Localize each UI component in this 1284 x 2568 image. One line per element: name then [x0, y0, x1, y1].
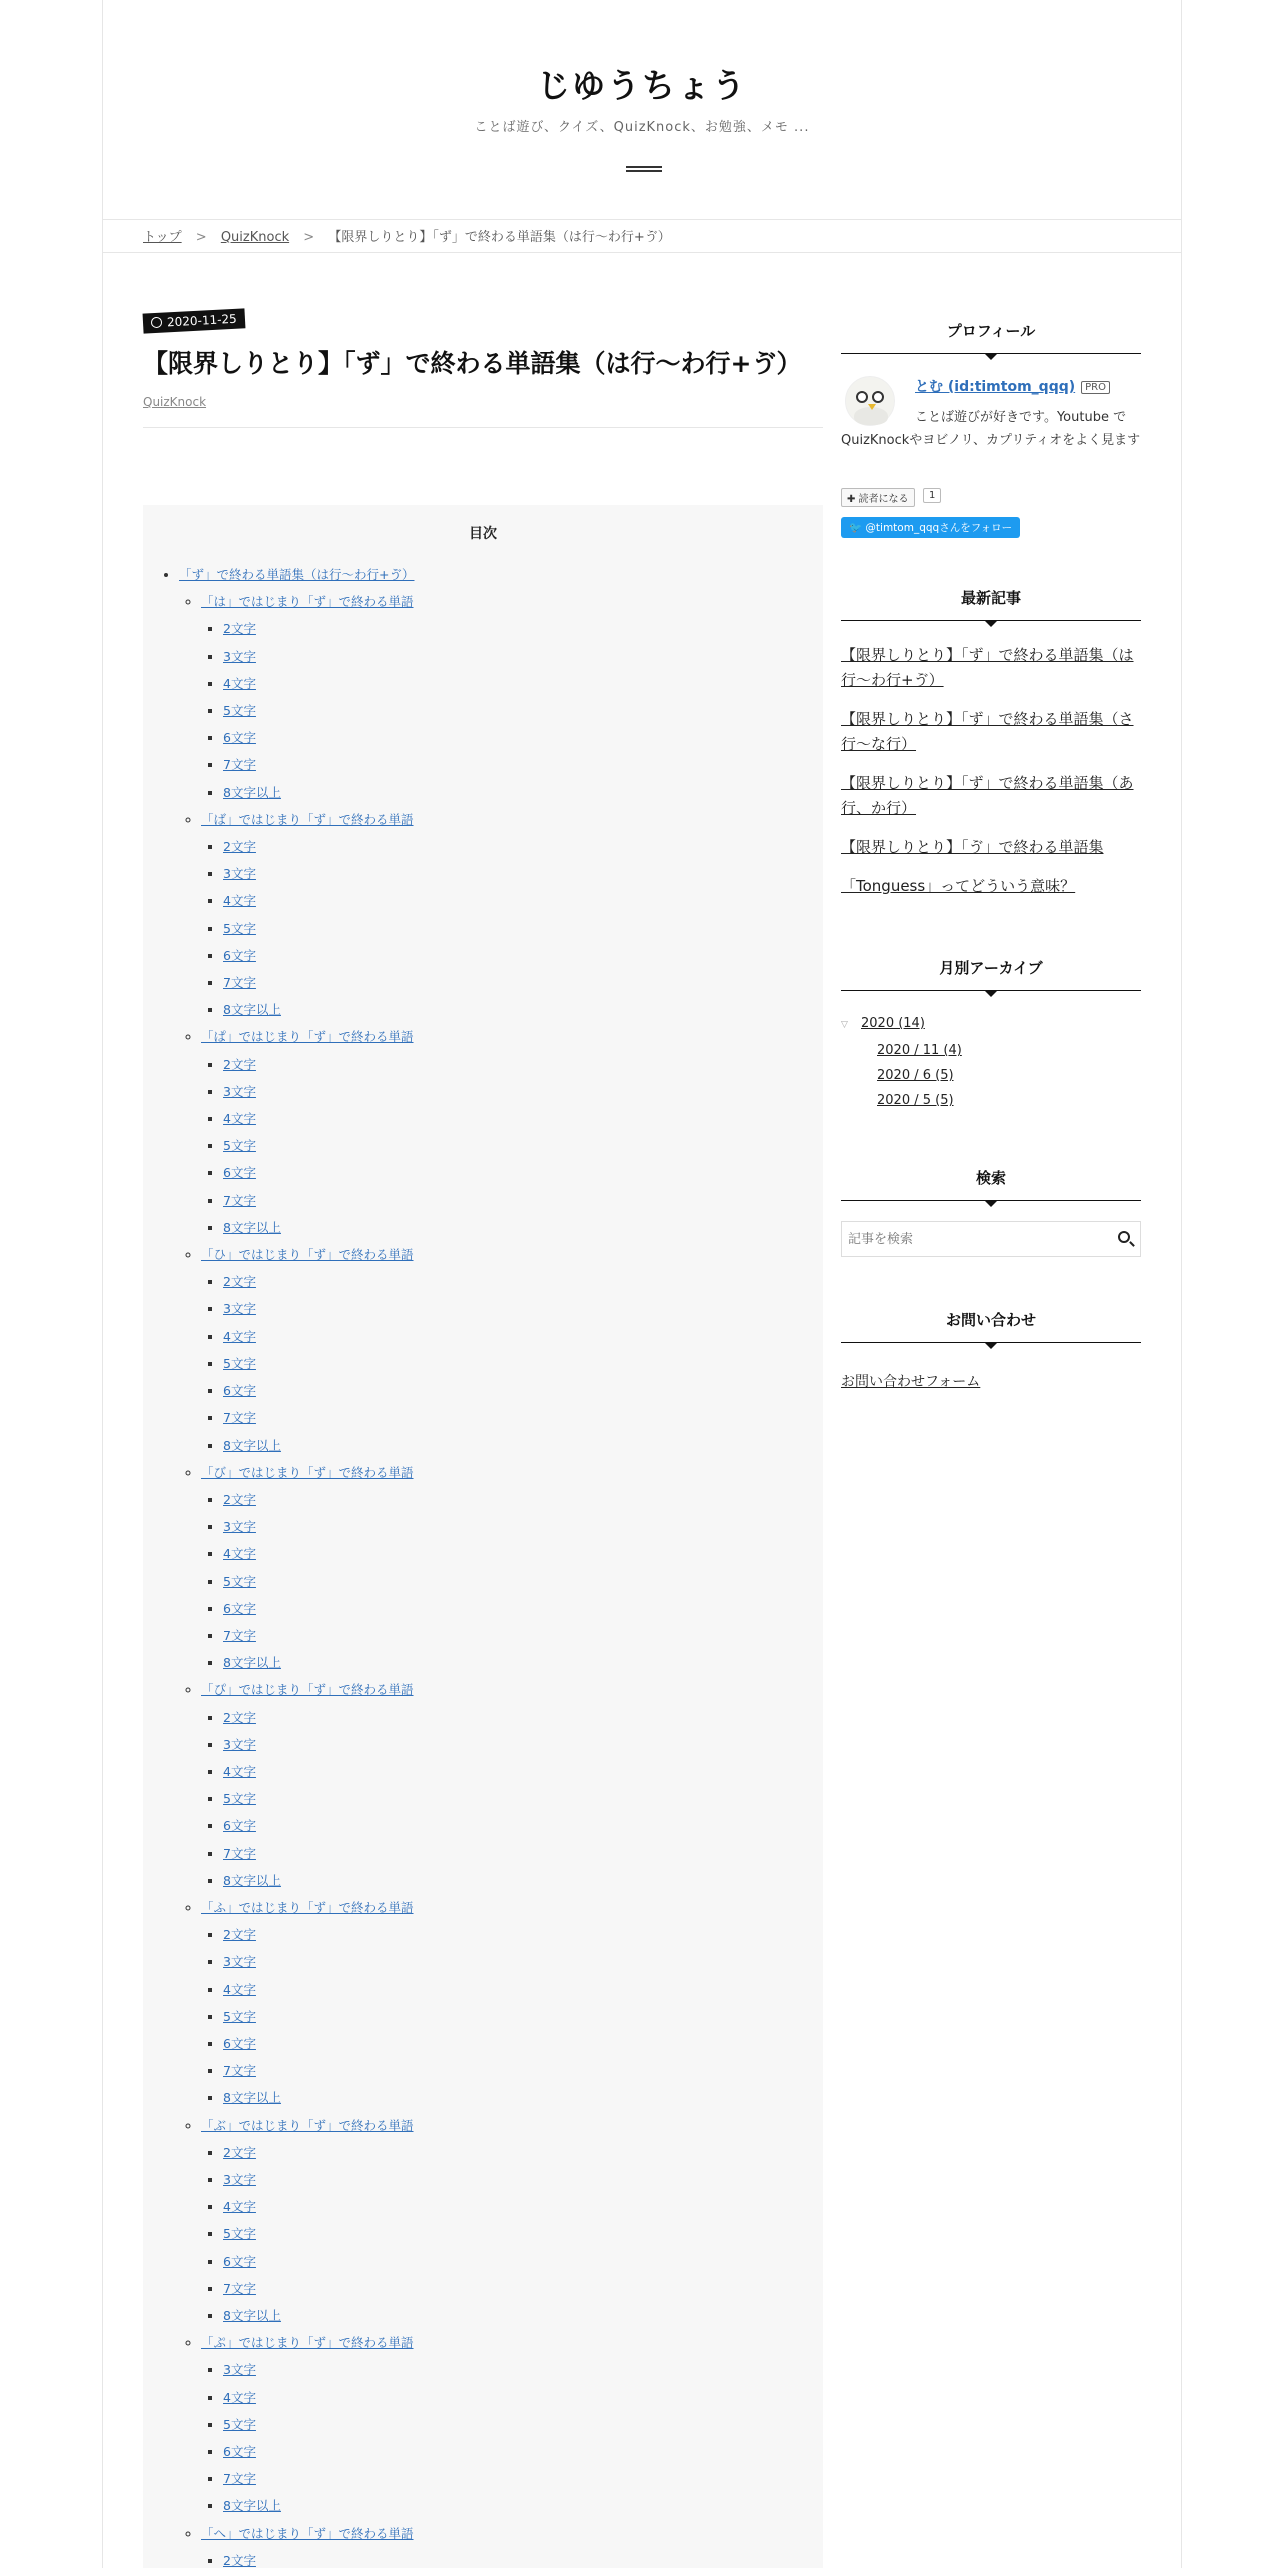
toc-subsection-item	[223, 1214, 823, 1241]
toc-subsection-link[interactable]: 6文字	[223, 2253, 256, 2269]
toc-subsection-link[interactable]: 4文字	[223, 1546, 256, 1562]
toc-section-item	[201, 2112, 823, 2330]
toc-subsection-link[interactable]: 8文字以上	[223, 1872, 281, 1888]
archive-year-row	[841, 1011, 1141, 1038]
toc-subsection-item	[223, 860, 823, 887]
toc-subsection-item	[223, 1187, 823, 1214]
entry-category	[143, 395, 823, 409]
toc-list	[179, 561, 823, 2568]
toc-subsection-link[interactable]: 8文字以上	[223, 784, 281, 800]
toc-subsection-link[interactable]: 2文字	[223, 839, 256, 855]
toc-subsection-item	[223, 724, 823, 751]
toc-subsection-item	[223, 1513, 823, 1540]
toc-section-link[interactable]: 「ふ」ではじまり「ず」で終わる単語	[201, 1899, 414, 1915]
archive-month-link[interactable]: 2020 / 6 (5)	[877, 1068, 954, 1083]
toc-subsection-item	[223, 1758, 823, 1785]
profile-name	[915, 376, 1110, 396]
toc-subsection-item	[223, 1622, 823, 1649]
toc-subsection-list	[223, 1051, 823, 1241]
breadcrumb-divider-top	[103, 219, 1181, 220]
toc-subsection-item	[223, 2492, 823, 2519]
toc-subsection-item	[223, 887, 823, 914]
toc-subsection-item	[223, 1649, 823, 1676]
breadcrumb-current: 【限界しりとり】「ず」で終わる単語集（は行〜わ行+ゔ）	[328, 230, 671, 245]
site-title[interactable]: じゆうちょう	[537, 66, 747, 105]
toc-subsection-item	[223, 833, 823, 860]
search-title: 検索	[841, 1167, 1141, 1201]
toc-subsection-link[interactable]: 4文字	[223, 1328, 256, 1344]
toc-subsection-item	[223, 2275, 823, 2302]
toc-subsection-link[interactable]: 6文字	[223, 2444, 256, 2460]
contact-widget	[841, 1309, 1141, 1391]
toc-subsection-link[interactable]: 4文字	[223, 1981, 256, 1997]
toc-subsection-link[interactable]: 6文字	[223, 1165, 256, 1181]
content-frame	[102, 0, 1182, 2568]
toc-subsection-link[interactable]: 4文字	[223, 1763, 256, 1779]
toc-subsection-link[interactable]: 3文字	[223, 1736, 256, 1752]
search-icon[interactable]	[1118, 1231, 1130, 1243]
profile-title: プロフィール	[841, 320, 1141, 354]
search-input[interactable]	[842, 1222, 1092, 1256]
toc-section-item	[201, 1676, 823, 1894]
toc-subsection-item	[223, 2302, 823, 2329]
recent-posts-title: 最新記事	[841, 587, 1141, 621]
toc-subsection-link[interactable]: 8文字以上	[223, 1002, 281, 1018]
toc-subsection-list	[223, 1486, 823, 1676]
recent-post-link[interactable]: 【限界しりとり】「ゔ」で終わる単語集	[841, 838, 1104, 856]
toc-subsection-link[interactable]: 7文字	[223, 1627, 256, 1643]
toc-subsection-link[interactable]: 2文字	[223, 621, 256, 637]
toc-subsection-item	[223, 1432, 823, 1459]
toc-subsection-link[interactable]: 3文字	[223, 1083, 256, 1099]
toc-subsection-item	[223, 2193, 823, 2220]
toc-subsection-link[interactable]: 3文字	[223, 1954, 256, 1970]
toc-subsection-item	[223, 1268, 823, 1295]
pro-badge: PRO	[1081, 381, 1110, 394]
archive-title: 月別アーカイブ	[841, 957, 1141, 991]
toc-subsection-item	[223, 1132, 823, 1159]
toc-subsection-item	[223, 942, 823, 969]
toc-section-link[interactable]: 「ぴ」ではじまり「ず」で終わる単語	[201, 1682, 414, 1698]
twitter-bird-icon: 🐦	[849, 522, 866, 534]
toc-subsection-item	[223, 915, 823, 942]
toc-subsection-link[interactable]: 8文字以上	[223, 1437, 281, 1453]
expand-triangle-icon[interactable]: ▽	[841, 1020, 848, 1030]
toc-subsection-item	[223, 2248, 823, 2275]
toc-subsection-link[interactable]: 3文字	[223, 2171, 256, 2187]
profile-description: ことば遊びが好きです。Youtube でQuizKnockやヨビノリ、カプリティオをよく見ます	[841, 410, 1141, 448]
toc-subsection-list	[223, 2356, 823, 2519]
toc-subsection-item	[223, 670, 823, 697]
toc-subsection-item	[223, 1595, 823, 1622]
toc-root-item	[179, 561, 823, 2568]
toc-subsection-item	[223, 996, 823, 1023]
toc-section-item	[201, 1241, 823, 1459]
breadcrumb-category[interactable]: QuizKnock	[220, 230, 290, 245]
toc-subsection-link[interactable]: 7文字	[223, 2280, 256, 2296]
toc-subsection-link[interactable]: 7文字	[223, 2063, 256, 2079]
entry-title[interactable]: 【限界しりとり】「ず」で終わる単語集（は行〜わ行+ゔ）	[143, 349, 802, 378]
twitter-follow-label: @timtom_qqqさんをフォロー	[865, 522, 1013, 534]
toc-subsection-link[interactable]: 2文字	[223, 2144, 256, 2160]
toc-subsection-item	[223, 643, 823, 670]
recent-posts-widget	[841, 587, 1141, 913]
toc-subsection-item	[223, 2438, 823, 2465]
entry-divider	[143, 427, 823, 428]
toc-section-item	[201, 806, 823, 1024]
toc-subsection-link[interactable]: 7文字	[223, 2471, 256, 2487]
archive-year-link[interactable]: 2020 (14)	[861, 1016, 925, 1031]
toc-subsection-item	[223, 2139, 823, 2166]
archive-month-row	[841, 1038, 1141, 1063]
toc-subsection-link[interactable]: 2文字	[223, 1927, 256, 1943]
toc-subsection-item	[223, 2030, 823, 2057]
toc-subsection-item	[223, 2356, 823, 2383]
toc-subsection-item	[223, 2166, 823, 2193]
archive-month-row	[841, 1088, 1141, 1113]
toc-subsection-list	[223, 2547, 823, 2568]
toc-section-link[interactable]: 「ば」ではじまり「ず」で終わる単語	[201, 811, 414, 827]
toc-subsection-item	[223, 1731, 823, 1758]
breadcrumb-separator: >	[303, 230, 315, 245]
toc-subsection-link[interactable]: 6文字	[223, 2035, 256, 2051]
toc-subsection-link[interactable]: 6文字	[223, 947, 256, 963]
toc-subsection-link[interactable]: 3文字	[223, 648, 256, 664]
toc-subsection-item	[223, 1568, 823, 1595]
recent-post-link[interactable]: 【限界しりとり】「ず」で終わる単語集（さ行〜な行）	[841, 710, 1134, 753]
twitter-follow-button[interactable]	[841, 517, 1020, 538]
toc-subsection-link[interactable]: 5文字	[223, 2226, 256, 2242]
site-description: ことば遊び、クイズ、QuizKnock、お勉強、メモ ...	[474, 120, 810, 135]
archive-list	[841, 1011, 1141, 1113]
toc-subsection-link[interactable]: 5文字	[223, 1573, 256, 1589]
avatar-eye	[872, 391, 884, 403]
toc-subsection-item	[223, 1867, 823, 1894]
toc-subsection-link[interactable]: 5文字	[223, 1138, 256, 1154]
toc-subsection-link[interactable]: 7文字	[223, 975, 256, 991]
toc-subsection-link[interactable]: 6文字	[223, 730, 256, 746]
toc-subsection-link[interactable]: 3文字	[223, 1519, 256, 1535]
toc-section-link[interactable]: 「ひ」ではじまり「ず」で終わる単語	[201, 1247, 414, 1263]
toc-subsection-item	[223, 1159, 823, 1186]
toc-subsection-link[interactable]: 4文字	[223, 675, 256, 691]
toc-subsection-item	[223, 2547, 823, 2568]
toc-subsection-list	[223, 1704, 823, 1894]
toc-subsection-item	[223, 1105, 823, 1132]
toc-subsection-link[interactable]: 6文字	[223, 1383, 256, 1399]
toc-subsection-link[interactable]: 5文字	[223, 2008, 256, 2024]
toc-section-link[interactable]: 「ぱ」ではじまり「ず」で終わる単語	[201, 1029, 414, 1045]
table-of-contents	[143, 505, 823, 2568]
toc-subsection-item	[223, 1948, 823, 1975]
entry-date-text: 2020-11-25	[166, 311, 238, 330]
toc-link[interactable]: 「ず」で終わる単語集（は行〜わ行+ゔ）	[179, 567, 415, 582]
toc-subsection-item	[223, 2084, 823, 2111]
toc-subsection-item	[223, 2384, 823, 2411]
toc-subsection-list	[223, 1921, 823, 2111]
toc-subsection-item	[223, 2003, 823, 2030]
toc-subsection-link[interactable]: 7文字	[223, 757, 256, 773]
toc-subsection-link[interactable]: 2文字	[223, 1056, 256, 1072]
toc-subsection-item	[223, 1295, 823, 1322]
toc-section-item	[201, 2329, 823, 2519]
toc-subsection-list	[223, 833, 823, 1023]
contact-title: お問い合わせ	[841, 1309, 1141, 1343]
toc-subsection-link[interactable]: 3文字	[223, 866, 256, 882]
archive-month-link[interactable]: 2020 / 5 (5)	[877, 1093, 954, 1108]
toc-subsection-link[interactable]: 2文字	[223, 1709, 256, 1725]
toc-subsection-link[interactable]: 8文字以上	[223, 2308, 281, 2323]
toc-subsection-item	[223, 1812, 823, 1839]
toc-subsection-item	[223, 779, 823, 806]
contact-form-link[interactable]: お問い合わせフォーム	[841, 1374, 981, 1390]
profile-name-link[interactable]: とむ (id:timtom_qqq)	[915, 379, 1076, 395]
archive-month-link[interactable]: 2020 / 11 (4)	[877, 1043, 962, 1058]
subscribe-button[interactable]: ✚ 読者になる	[841, 488, 915, 507]
search-widget	[841, 1167, 1141, 1257]
recent-post-link[interactable]: 【限界しりとり】「ず」で終わる単語集（あ行、か行）	[841, 774, 1134, 817]
toc-section-item	[201, 1459, 823, 1677]
toc-subsection-link[interactable]: 6文字	[223, 1818, 256, 1834]
toc-subsection-item	[223, 615, 823, 642]
toc-subsection-link[interactable]: 5文字	[223, 1791, 256, 1807]
toc-subsection-list	[223, 615, 823, 805]
toc-subsection-link[interactable]: 4文字	[223, 2389, 256, 2405]
toc-section-link[interactable]: 「は」ではじまり「ず」で終わる単語	[201, 594, 414, 610]
toc-subsection-item	[223, 697, 823, 724]
toc-subsection-item	[223, 2057, 823, 2084]
toc-subsection-item	[223, 2411, 823, 2438]
breadcrumb-divider-bottom	[103, 252, 1181, 253]
toc-subsection-link[interactable]: 5文字	[223, 2416, 256, 2432]
toc-section-item	[201, 1894, 823, 2112]
entry-category-link[interactable]: QuizKnock	[143, 395, 207, 409]
toc-subsection-link[interactable]: 5文字	[223, 920, 256, 936]
toc-subsection-item	[223, 2465, 823, 2492]
toc-subsection-link[interactable]: 7文字	[223, 1192, 256, 1208]
toc-subsection-link[interactable]: 2文字	[223, 1274, 256, 1290]
toc-subsection-item	[223, 1350, 823, 1377]
recent-post-link[interactable]: 「Tonguess」ってどういう意味？	[841, 877, 1076, 895]
profile-widget	[841, 320, 1141, 534]
toc-subsection-link[interactable]: 5文字	[223, 703, 256, 719]
toc-section-link[interactable]: 「へ」ではじまり「ず」で終わる単語	[201, 2525, 414, 2541]
toc-subsection-link[interactable]: 3文字	[223, 1301, 256, 1317]
toc-subsection-link[interactable]: 4文字	[223, 1111, 256, 1127]
entry-date[interactable]	[143, 308, 246, 333]
toc-subsection-item	[223, 1840, 823, 1867]
toc-subsection-link[interactable]: 7文字	[223, 1410, 256, 1426]
toc-section-link[interactable]: 「び」ではじまり「ず」で終わる単語	[201, 1464, 414, 1480]
toc-sections	[201, 588, 823, 2568]
clock-icon	[151, 317, 163, 329]
toc-subsection-item	[223, 1704, 823, 1731]
toc-subsection-item	[223, 1051, 823, 1078]
search-box	[841, 1221, 1141, 1257]
archive-month-row	[841, 1063, 1141, 1088]
toc-subsection-list	[223, 2139, 823, 2329]
toc-subsection-link[interactable]: 6文字	[223, 1600, 256, 1616]
toc-section-item	[201, 588, 823, 806]
toc-section-item	[201, 1023, 823, 1241]
recent-post-link[interactable]: 【限界しりとり】「ず」で終わる単語集（は行〜わ行+ゔ）	[841, 646, 1134, 689]
toc-subsection-link[interactable]: 3文字	[223, 2362, 256, 2378]
toc-subsection-item	[223, 2220, 823, 2247]
toc-subsection-item	[223, 1921, 823, 1948]
archive-widget	[841, 957, 1141, 1113]
toc-subsection-link[interactable]: 8文字以上	[223, 1655, 281, 1671]
toc-section-link[interactable]: 「ぶ」ではじまり「ず」で終わる単語	[201, 2117, 414, 2133]
toc-subsection-item	[223, 1078, 823, 1105]
toc-subsection-item	[223, 1486, 823, 1513]
toc-subsection-link[interactable]: 2文字	[223, 2552, 256, 2568]
toc-subsection-link[interactable]: 4文字	[223, 893, 256, 909]
breadcrumb	[143, 226, 671, 245]
article	[143, 310, 823, 2568]
toc-section-item	[201, 2520, 823, 2568]
toc-subsection-item	[223, 751, 823, 778]
toc-subsection-link[interactable]: 4文字	[223, 2199, 256, 2215]
recent-posts-list	[841, 643, 1141, 899]
toc-subsection-item	[223, 1323, 823, 1350]
breadcrumb-home[interactable]: トップ	[143, 230, 182, 245]
toc-subsection-item	[223, 1976, 823, 2003]
toc-subsection-item	[223, 1540, 823, 1567]
subscriber-count: 1	[923, 488, 941, 503]
toc-section-link[interactable]: 「ぷ」ではじまり「ず」で終わる単語	[201, 2335, 414, 2351]
toc-subsection-list	[223, 1268, 823, 1458]
toc-subsection-link[interactable]: 7文字	[223, 1845, 256, 1861]
toc-subsection-link[interactable]: 8文字以上	[223, 2498, 281, 2514]
menu-icon[interactable]	[626, 166, 662, 172]
avatar-eye	[856, 391, 868, 403]
toc-subsection-item	[223, 1785, 823, 1812]
toc-subsection-item	[223, 1377, 823, 1404]
toc-subsection-link[interactable]: 5文字	[223, 1355, 256, 1371]
breadcrumb-separator: >	[195, 230, 207, 245]
toc-subsection-item	[223, 1404, 823, 1431]
toc-title: 目次	[469, 526, 497, 542]
toc-subsection-item	[223, 969, 823, 996]
toc-subsection-link[interactable]: 2文字	[223, 1491, 256, 1507]
toc-subsection-link[interactable]: 8文字以上	[223, 1219, 281, 1235]
toc-subsection-link[interactable]: 8文字以上	[223, 2090, 281, 2106]
